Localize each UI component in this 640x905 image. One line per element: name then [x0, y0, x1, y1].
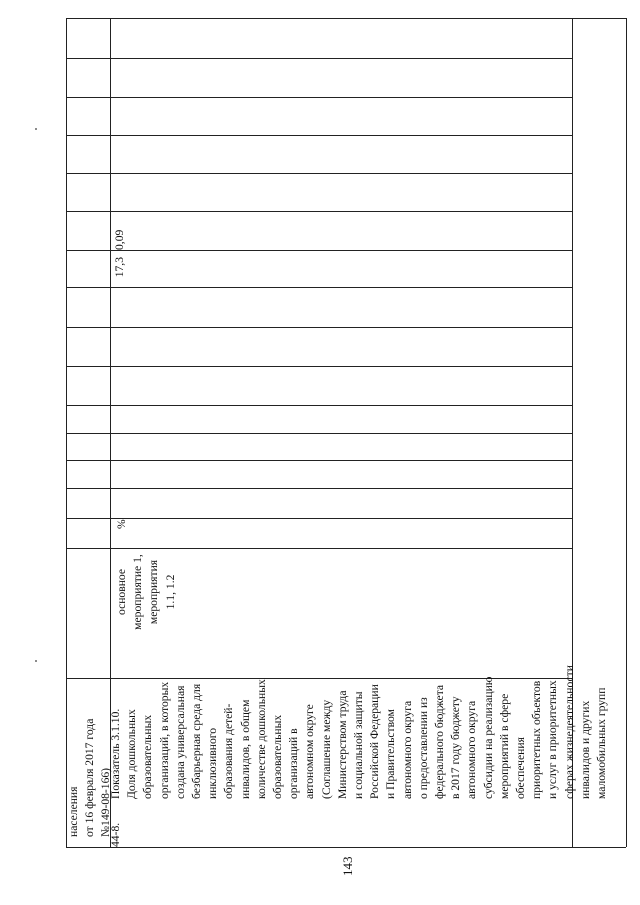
continued-line: №149-08-166) — [99, 767, 113, 837]
page-number: 143 — [340, 856, 355, 876]
scan-speck — [35, 660, 37, 662]
indicator-line: о предоставлении из — [416, 697, 430, 799]
indicator-line: и Правительством — [384, 709, 398, 799]
indicator-line: в 2017 году бюджету — [449, 696, 463, 799]
indicator-line: и социальной защиты — [352, 691, 366, 799]
indicator-line: инвалидов и других — [578, 700, 592, 799]
indicator-description — [108, 599, 610, 799]
grid-line — [66, 18, 626, 19]
continued-line: от 16 февраля 2017 года — [83, 718, 97, 837]
indicator-line: субсидии на реализацию — [481, 676, 495, 799]
indicator-line: инвалидов, в общем — [238, 699, 252, 799]
indicator-line: количестве дошкольных — [254, 679, 268, 799]
indicator-line: маломобильных групп — [595, 687, 609, 799]
measure-line: мероприятия — [147, 559, 161, 625]
indicator-line: организаций, в которых — [157, 681, 171, 799]
indicator-line: автономном округе — [303, 704, 317, 799]
grid-line — [626, 18, 627, 847]
indicator-line: автономного округа — [400, 700, 414, 799]
indicator-line: создана универсальная — [173, 685, 187, 799]
value-cell: 17,3 — [113, 257, 126, 278]
indicator-line: обеспечения — [514, 737, 528, 799]
indicator-line: образования детей- — [222, 703, 236, 799]
measure-reference — [114, 537, 179, 647]
indicator-line: Министерством труда — [335, 690, 349, 799]
grid-line — [66, 847, 626, 848]
measure-line: основное — [115, 569, 128, 615]
indicator-line: автономного округа — [465, 700, 479, 799]
indicator-line: Российской Федерации — [368, 684, 382, 799]
indicator-line: федерального бюджета — [433, 684, 447, 799]
indicator-line: организаций в — [287, 728, 301, 799]
indicator-line: и услуг в приоритетных — [546, 680, 560, 799]
indicator-line: инклюзивного — [206, 727, 220, 799]
unit-of-measure: % — [115, 519, 128, 529]
rotated-table-content — [66, 67, 609, 847]
indicator-line: (Соглашение между — [319, 699, 333, 799]
continued-line: населения — [67, 786, 80, 837]
scan-speck — [35, 128, 37, 130]
measure-line: 1.1, 1.2 — [163, 574, 177, 610]
indicator-line: безбарьерная среда для — [190, 683, 204, 799]
indicator-line: Показатель 3.1.10. — [109, 708, 122, 799]
value-cell: 0,09 — [113, 229, 126, 250]
indicator-line: приоритетных объектов — [530, 680, 544, 799]
indicator-line: мероприятий в сфере — [497, 693, 511, 799]
indicator-line: образовательных — [141, 714, 155, 799]
indicator-line: Доля дошкольных — [125, 709, 139, 799]
measure-line: мероприятие 1, — [131, 554, 145, 630]
indicator-line: образовательных — [271, 714, 285, 799]
row-number: 44-8. — [109, 822, 122, 847]
indicator-line: сферах жизнедеятельности — [562, 665, 576, 799]
grid-line — [66, 58, 572, 59]
